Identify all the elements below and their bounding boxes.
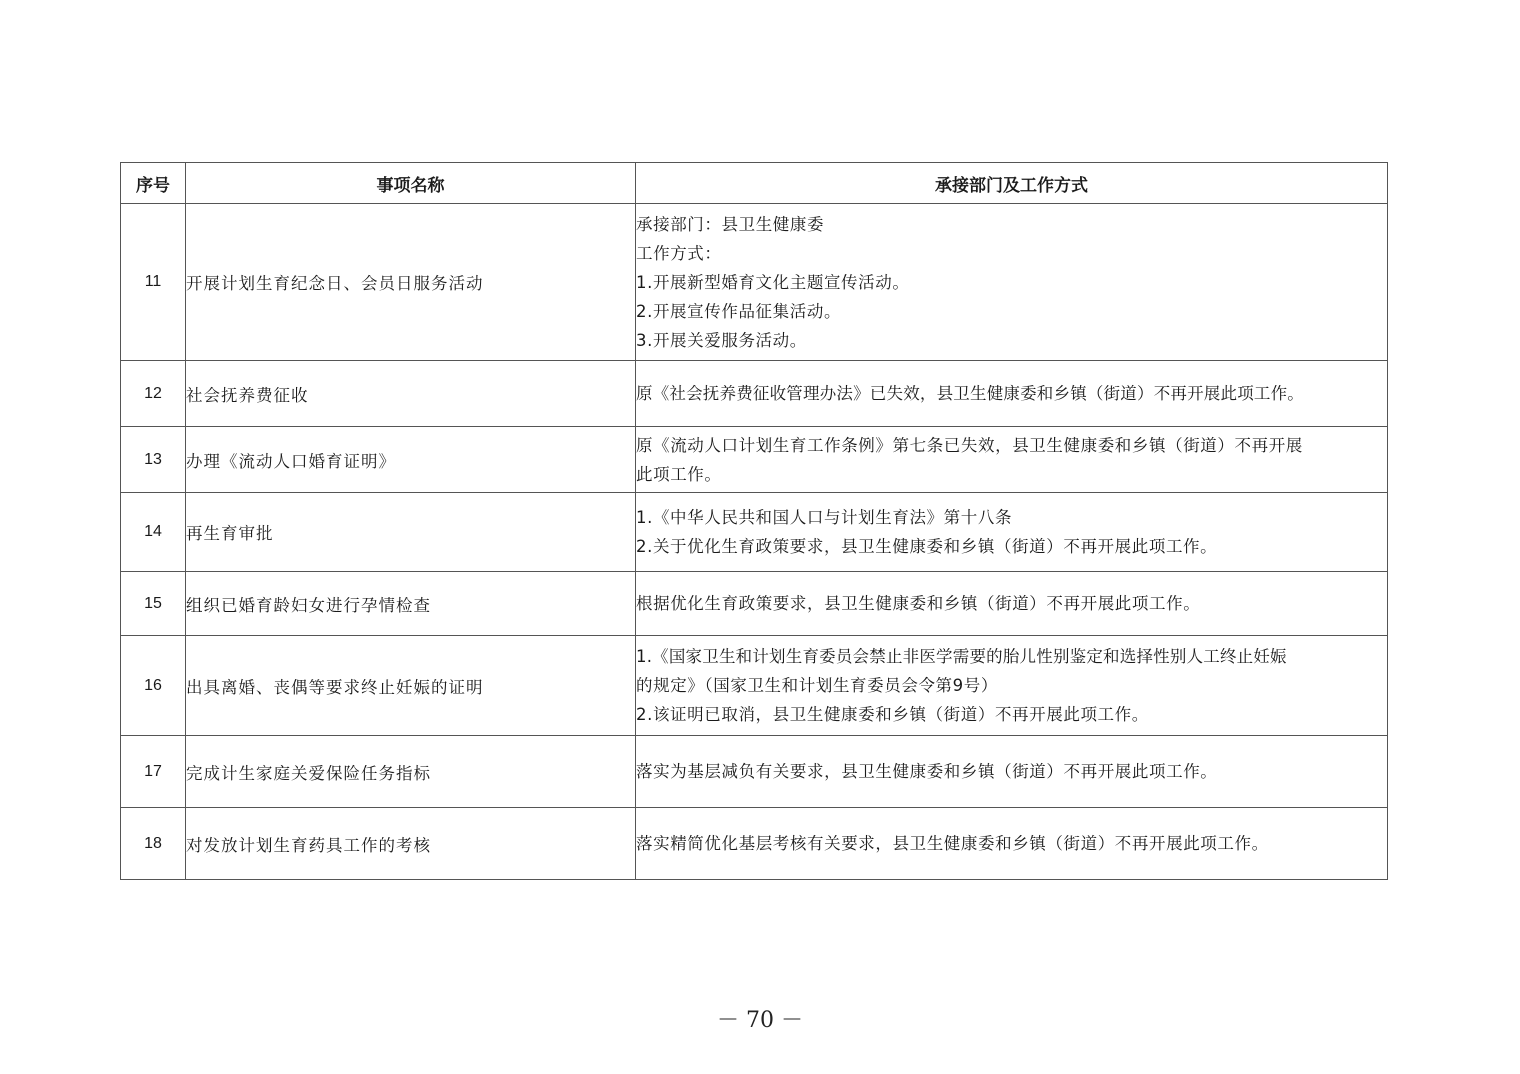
dept-method: [636, 808, 1388, 880]
table-row: [121, 427, 1388, 493]
dept-method: [636, 493, 1388, 572]
table-header-row: [121, 163, 1388, 204]
detail-line: 的规定》（国家卫生和计划生育委员会令第9号）: [636, 676, 998, 695]
table-row: [121, 361, 1388, 427]
row-number: 12: [121, 361, 186, 427]
detail-line: 此项工作。: [636, 464, 722, 484]
page-number: － 70 －: [717, 1008, 803, 1033]
dept-method: [636, 361, 1388, 427]
item-name: 出具离婚、丧偶等要求终止妊娠的证明: [186, 636, 636, 736]
row-number: 11: [121, 204, 186, 361]
detail-line: 根据优化生育政策要求，县卫生健康委和乡镇（街道）不再开展此项工作。: [636, 594, 1201, 613]
table-row: [121, 636, 1388, 736]
detail-line: 1.《国家卫生和计划生育委员会禁止非医学需要的胎儿性别鉴定和选择性别人工终止妊娠: [636, 647, 1287, 666]
row-number: 17: [121, 736, 186, 808]
table-row: [121, 493, 1388, 572]
header-seq: 序号: [121, 163, 186, 204]
dept-method: [636, 736, 1388, 808]
table-row: [121, 572, 1388, 636]
detail-line: 3.开展关爱服务活动。: [636, 330, 807, 350]
detail-line: 原《社会抚养费征收管理办法》已失效，县卫生健康委和乡镇（街道）不再开展此项工作。: [636, 384, 1304, 403]
item-name: 完成计生家庭关爱保险任务指标: [186, 736, 636, 808]
item-name: 对发放计划生育药具工作的考核: [186, 808, 636, 880]
item-name: 办理《流动人口婚育证明》: [186, 427, 636, 493]
row-number: 18: [121, 808, 186, 880]
row-number: 15: [121, 572, 186, 636]
header-item-name: 事项名称: [186, 163, 636, 204]
detail-line: 落实为基层减负有关要求，县卫生健康委和乡镇（街道）不再开展此项工作。: [636, 762, 1218, 781]
detail-line: 落实精简优化基层考核有关要求，县卫生健康委和乡镇（街道）不再开展此项工作。: [636, 834, 1269, 853]
item-name: 组织已婚育龄妇女进行孕情检查: [186, 572, 636, 636]
detail-line: 1.《中华人民共和国人口与计划生育法》第十八条: [636, 508, 1013, 527]
detail-line: 2.开展宣传作品征集活动。: [636, 301, 842, 321]
detail-line: 2.该证明已取消，县卫生健康委和乡镇（街道）不再开展此项工作。: [636, 705, 1149, 724]
header-dept-method: 承接部门及工作方式: [636, 163, 1388, 204]
detail-line: 2.关于优化生育政策要求，县卫生健康委和乡镇（街道）不再开展此项工作。: [636, 537, 1218, 556]
dept-method: [636, 427, 1388, 493]
row-number: 13: [121, 427, 186, 493]
table-row: [121, 736, 1388, 808]
dept-method: [636, 636, 1388, 736]
item-name: 开展计划生育纪念日、会员日服务活动: [186, 204, 636, 361]
table-row: [121, 204, 1388, 361]
dept-method: [636, 572, 1388, 636]
detail-line: 原《流动人口计划生育工作条例》第七条已失效，县卫生健康委和乡镇（街道）不再开展: [636, 435, 1303, 455]
detail-line: 承接部门：县卫生健康委: [636, 214, 825, 234]
row-number: 14: [121, 493, 186, 572]
detail-line: 工作方式：: [636, 243, 722, 263]
item-name: 再生育审批: [186, 493, 636, 572]
table-row: [121, 808, 1388, 880]
dept-method: [636, 204, 1388, 361]
policy-table: [120, 162, 1388, 880]
row-number: 16: [121, 636, 186, 736]
item-name: 社会抚养费征收: [186, 361, 636, 427]
detail-line: 1.开展新型婚育文化主题宣传活动。: [636, 272, 910, 292]
